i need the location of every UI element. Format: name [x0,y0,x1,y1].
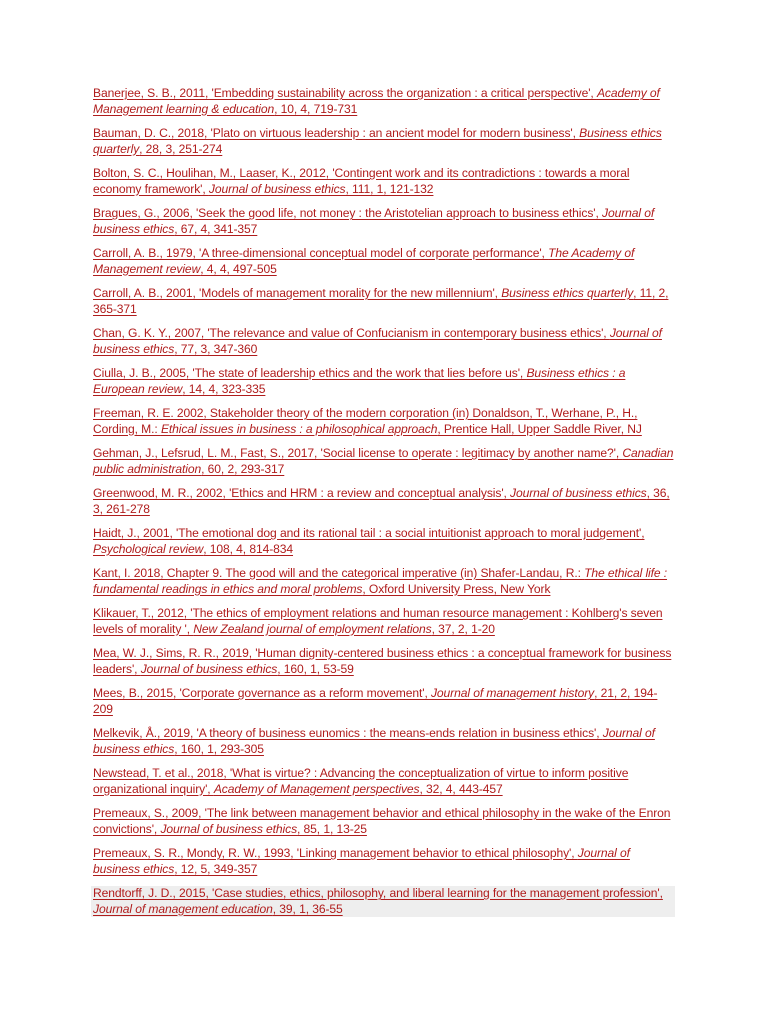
reference-link[interactable]: Mees, B., 2015, 'Corporate governance as a reform movement', Journal of management history, 21, 2, 194-209 [93,686,658,716]
reference-link[interactable]: Bragues, G., 2006, 'Seek the good life, not money : the Aristotelian approach to business ethics', Journal of business ethics, 67, 4, 341-357 [93,206,655,236]
reference-link[interactable]: Greenwood, M. R., 2002, 'Ethics and HRM : a review and conceptual analysis', Journal of business ethics, 36, 3, 261-278 [93,486,670,516]
reference-list [93,86,675,926]
reference-link[interactable]: Premeaux, S. R., Mondy, R. W., 1993, 'Linking management behavior to ethical philosophy', Journal of business ethics, 12, 5, 349-357 [93,846,630,876]
reference-link[interactable]: Bolton, S. C., Houlihan, M., Laaser, K., 2012, 'Contingent work and its contradictions : towards a moral economy framework', Journal of business ethics, 111, 1, 121-132 [93,166,630,196]
reference-link[interactable]: Gehman, J., Lefsrud, L. M., Fast, S., 2017, 'Social license to operate : legitimacy by another name?', Canadian public administration, 60, 2, 293-317 [93,446,674,476]
reference-link[interactable]: Banerjee, S. B., 2011, 'Embedding sustainability across the organization : a critical perspective', Academy of Management learning & education, 10, 4, 719-731 [93,86,660,116]
reference-link[interactable]: Premeaux, S., 2009, 'The link between management behavior and ethical philosophy in the wake of the Enron convictions', Journal of business ethics, 85, 1, 13-25 [93,806,671,836]
reference-link[interactable]: Freeman, R. E. 2002, Stakeholder theory of the modern corporation (in) Donaldson, T., Werhane, P., H., Cording, M.: Ethical issues in business : a philosophical approach, Prentice Hall, Upper Saddle River, NJ [93,406,642,436]
reference-link[interactable]: Carroll, A. B., 2001, 'Models of management morality for the new millennium', Business ethics quarterly, 11, 2, 365-371 [93,286,669,316]
reference-link[interactable]: Carroll, A. B., 1979, 'A three-dimensional conceptual model of corporate performance', The Academy of Management review, 4, 4, 497-505 [93,246,635,276]
reference-link[interactable]: Ciulla, J. B., 2005, 'The state of leadership ethics and the work that lies before us', Business ethics : a European review, 14, 4, 323-335 [93,366,626,396]
reference-link[interactable]: Newstead, T. et al., 2018, 'What is virtue? : Advancing the conceptualization of virtue to inform positive organizational inquiry', Academy of Management perspectives, 32, 4, 443-457 [93,766,629,796]
reference-link[interactable]: Chan, G. K. Y., 2007, 'The relevance and value of Confucianism in contemporary business ethics', Journal of business ethics, 77, 3, 347-360 [93,326,662,356]
reference-link[interactable]: Mea, W. J., Sims, R. R., 2019, 'Human dignity-centered business ethics : a conceptual framework for business leaders', Journal of business ethics, 160, 1, 53-59 [93,646,672,676]
reference-link[interactable]: Bauman, D. C., 2018, 'Plato on virtuous leadership : an ancient model for modern business', Business ethics quarterly, 28, 3, 251-274 [93,126,662,156]
reference-link-highlighted[interactable]: Rendtorff, J. D., 2015, 'Case studies, ethics, philosophy, and liberal learning for the management profession', Journal of management education, 39, 1, 36-55 [91,886,675,917]
reference-link[interactable]: Kant, I. 2018, Chapter 9. The good will and the categorical imperative (in) Shafer-Landau, R.: The ethical life : fundamental readings in ethics and moral problems, Oxford University Press, New York [93,566,668,596]
reference-link[interactable]: Melkevik, Å., 2019, 'A theory of business eunomics : the means-ends relation in business ethics', Journal of business ethics, 160, 1, 293-305 [93,726,655,756]
reference-link[interactable]: Klikauer, T., 2012, 'The ethics of employment relations and human resource management : Kohlberg's seven levels of morality ', New Zealand journal of employment relations, 37, 2, 1-20 [93,606,663,636]
reference-link[interactable]: Haidt, J., 2001, 'The emotional dog and its rational tail : a social intuitionist approach to moral judgement', Psychological review, 108, 4, 814-834 [93,526,645,556]
